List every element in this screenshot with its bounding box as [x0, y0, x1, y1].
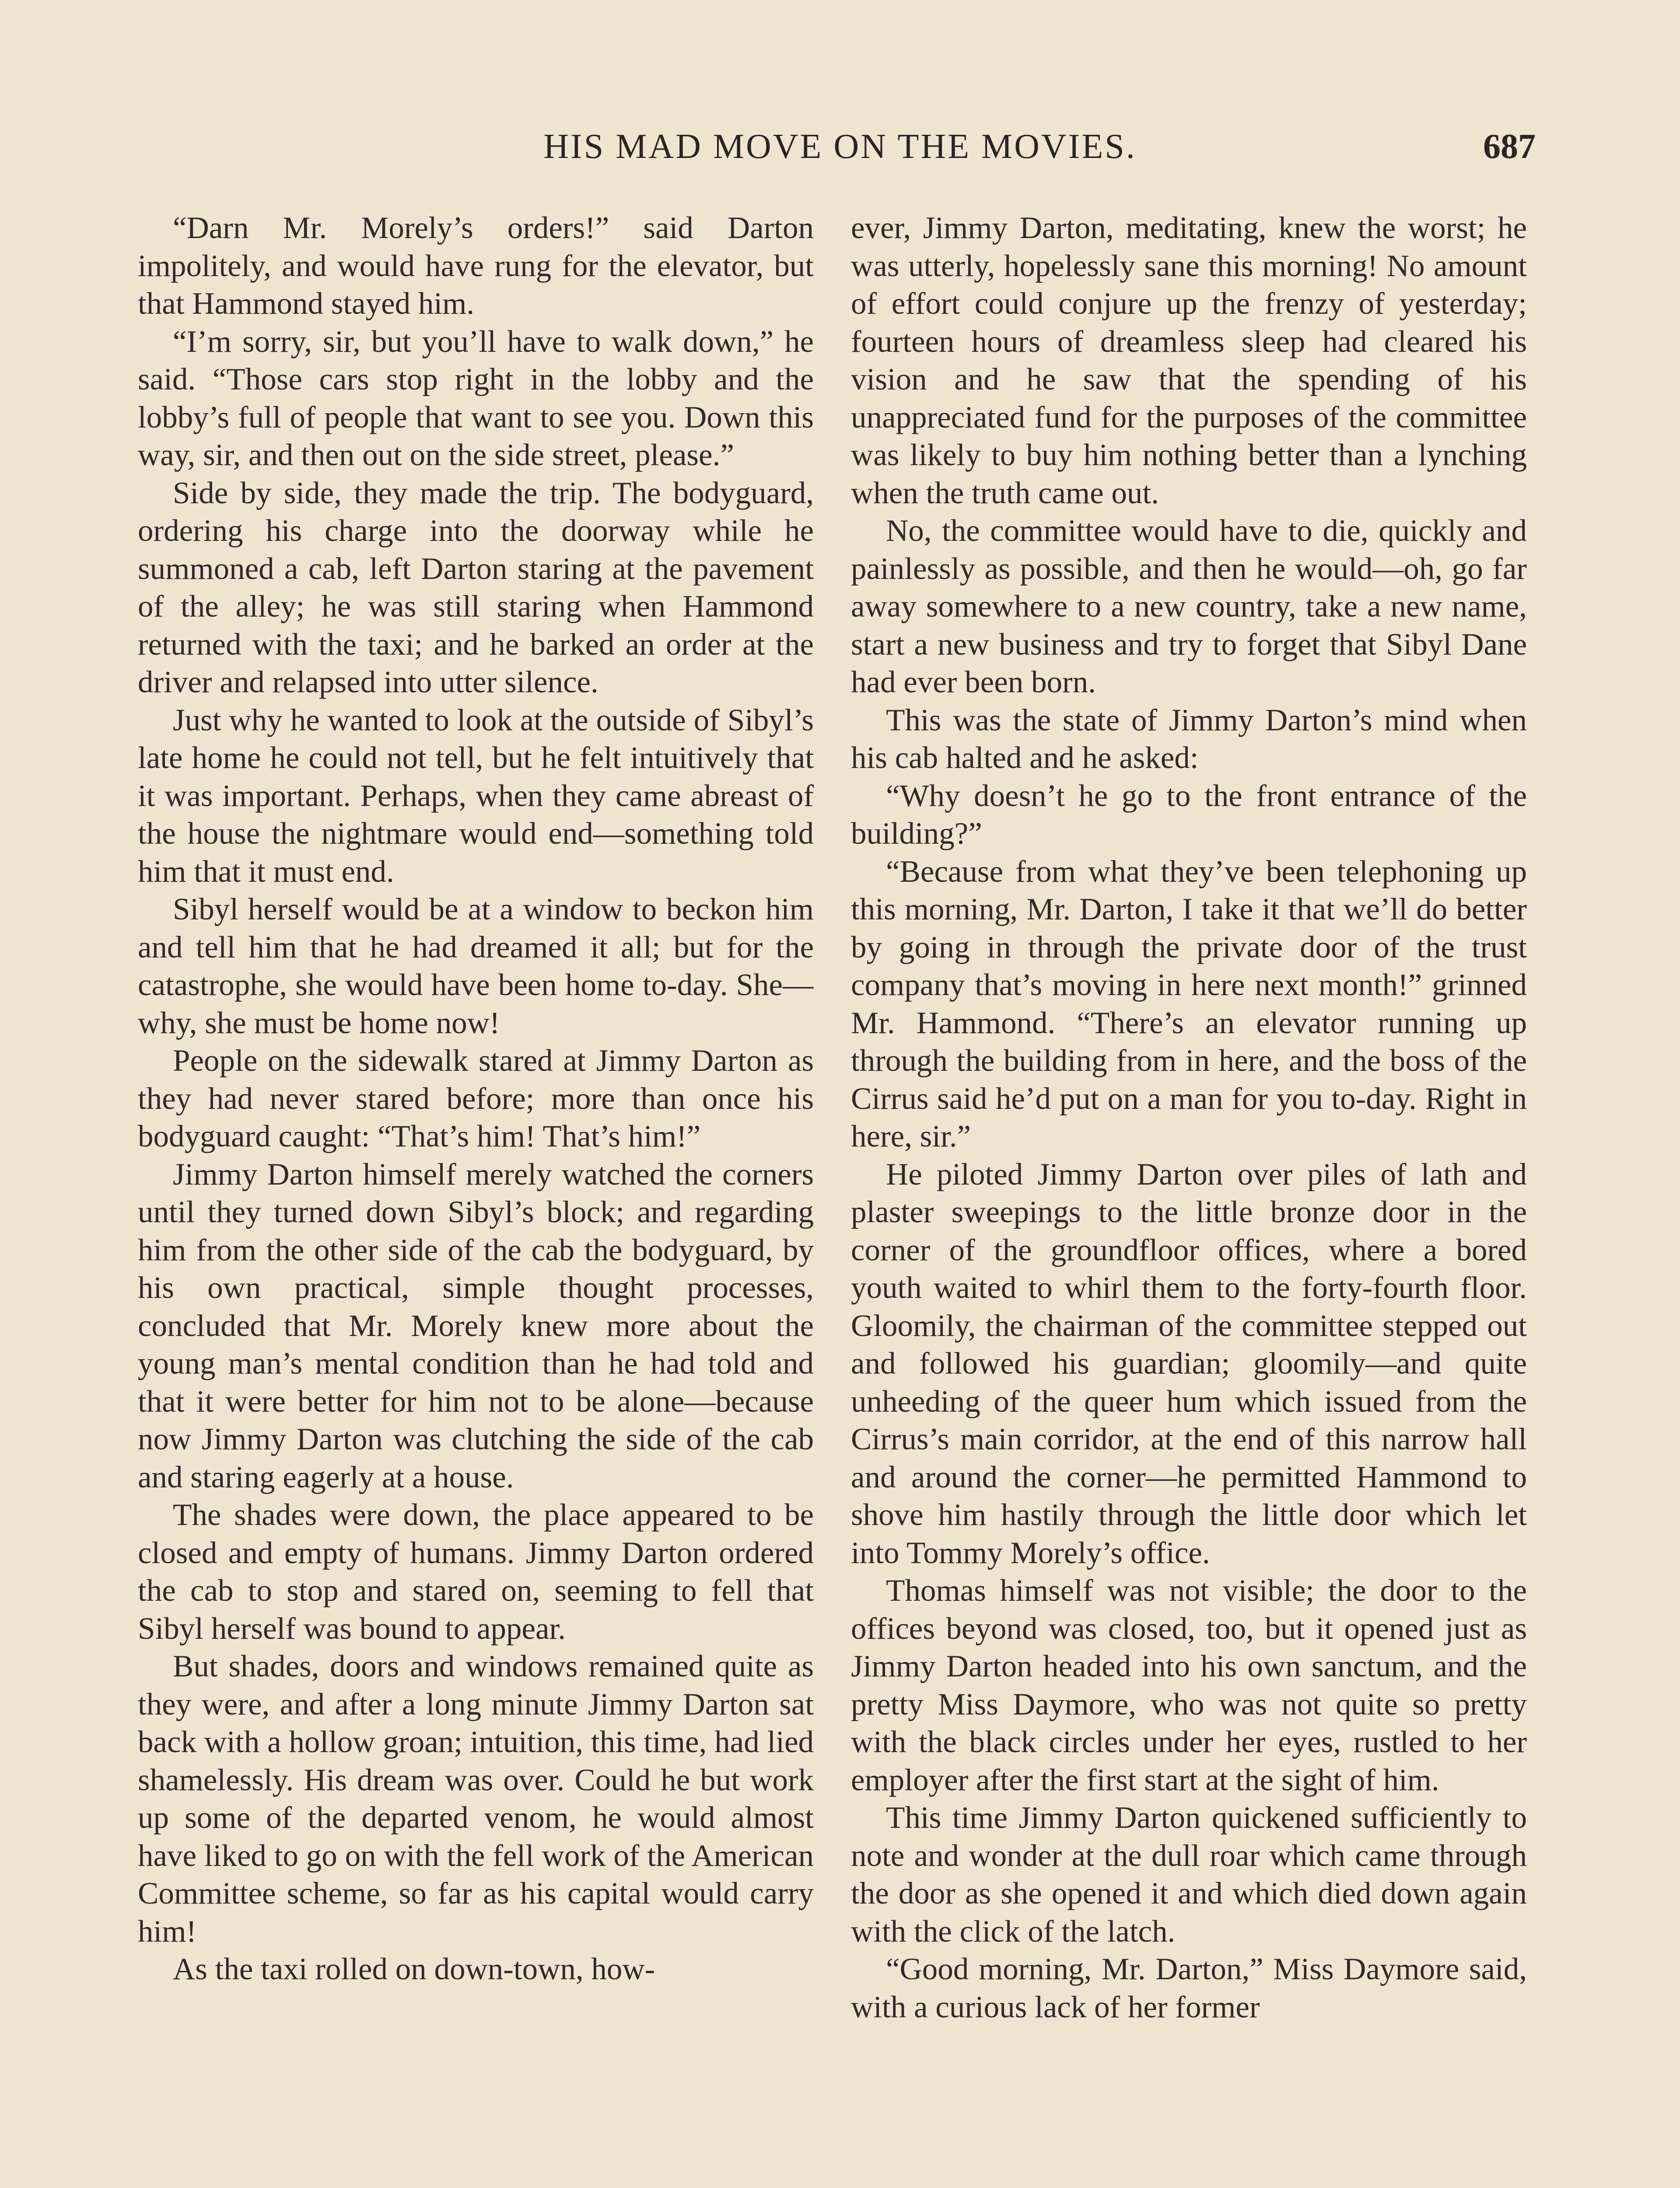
paragraph: “Because from what they’ve been telephoning up this morning, Mr. Darton, I take it that we’ll do better by going in through the private door of the trust company that’s moving in here next month!” grinned Mr. Hammond. “There’s an elevator running up through the building from in here, and the boss of the Cirrus said he’d put on a man for you to-day. Right in here, sir.”: [851, 854, 1527, 1154]
right-column: [851, 209, 1527, 2188]
page-header: [0, 118, 1680, 179]
paragraph: “Darn Mr. Morely’s orders!” said Darton impolitely, and would have rung for the elevator, but that Hammond stayed him.: [138, 211, 814, 321]
paragraph: Sibyl herself would be at a window to beckon him and tell him that he had dreamed it all; but for the catastrophe, she would have been home to-day. She—why, she must be home now!: [138, 892, 814, 1040]
paragraph: Thomas himself was not visible; the door to the offices beyond was closed, too, but it opened just as Jimmy Darton headed into his own sanctum, and the pretty Miss Daymore, who was not quite so pretty with the black circles under her eyes, rustled to her employer after the first start at the sight of him.: [851, 1574, 1527, 1797]
running-title: HIS MAD MOVE ON THE MOVIES.: [543, 127, 1137, 166]
page-number: 687: [1483, 127, 1536, 166]
paragraph: “Why doesn’t he go to the front entrance of the building?”: [851, 778, 1527, 851]
paragraph: People on the sidewalk stared at Jimmy Darton as they had never stared before; more than once his bodyguard caught: “That’s him! That’s him!”: [138, 1044, 814, 1154]
paragraph: “Good morning, Mr. Darton,” Miss Daymore said, with a curious lack of her former: [851, 1952, 1527, 2024]
paragraph: He piloted Jimmy Darton over piles of lath and plaster sweepings to the little bronze door in the corner of the groundfloor offices, where a bored youth waited to whirl them to the forty-fourth floor. Gloomily, the chairman of the committee stepped out and followed his guardian; gloomily—and quite unheeding of the queer hum which issued from the Cirrus’s main corridor, at the end of this narrow hall and around the corner—he permitted Hammond to shove him hastily through the little door which let into Tommy Morely’s office.: [851, 1157, 1527, 1570]
left-column: [138, 209, 814, 2188]
paragraph: ever, Jimmy Darton, meditating, knew the worst; he was utterly, hopelessly sane this morning! No amount of effort could conjure up the frenzy of yesterday; fourteen hours of dreamless sleep had cleared his vision and he saw that the spending of his unappreciated fund for the purposes of the committee was likely to buy him nothing better than a lynching when the truth came out.: [851, 211, 1527, 510]
paragraph: Jimmy Darton himself merely watched the corners until they turned down Sibyl’s block; and regarding him from the other side of the cab the bodyguard, by his own practical, simple thought processes, concluded that Mr. Morely knew more about the young man’s mental condition than he had told and that it were better for him not to be alone—because now Jimmy Darton was clutching the side of the cab and staring eagerly at a house.: [138, 1157, 814, 1494]
paragraph: Side by side, they made the trip. The bodyguard, ordering his charge into the doorway while he summoned a cab, left Darton staring at the pavement of the alley; he was still staring when Hammond returned with the taxi; and he barked an order at the driver and relapsed into utter silence.: [138, 476, 814, 699]
paragraph: As the taxi rolled on down-town, how-: [173, 1952, 655, 1986]
paragraph: “I’m sorry, sir, but you’ll have to walk down,” he said. “Those cars stop right in the lobby and the lobby’s full of people that want to see you. Down this way, sir, and then out on the side street, please.”: [138, 324, 814, 472]
paragraph: Just why he wanted to look at the outside of Sibyl’s late home he could not tell, but he felt intuitively that it was important. Perhaps, when they came abreast of the house the nightmare would end—something told him that it must end.: [138, 703, 814, 889]
paragraph: No, the committee would have to die, quickly and painlessly as possible, and then he would—oh, go far away somewhere to a new country, take a new name, start a new business and try to forget that Sibyl Dane had ever been born.: [851, 514, 1527, 699]
paragraph: This was the state of Jimmy Darton’s mind when his cab halted and he asked:: [851, 703, 1527, 775]
paragraph: But shades, doors and windows remained quite as they were, and after a long minute Jimmy Darton sat back with a hollow groan; intuition, this time, had lied shamelessly. His dream was over. Could he but work up some of the departed venom, he would almost have liked to go on with the fell work of the American Committee scheme, so far as his capital would carry him!: [138, 1649, 814, 1949]
paragraph: The shades were down, the place appeared to be closed and empty of humans. Jimmy Darton ordered the cab to stop and stared on, seeming to fell that Sibyl herself was bound to appear.: [138, 1498, 814, 1646]
paragraph: This time Jimmy Darton quickened sufficiently to note and wonder at the dull roar which came through the door as she opened it and which died down again with the click of the latch.: [851, 1801, 1527, 1949]
